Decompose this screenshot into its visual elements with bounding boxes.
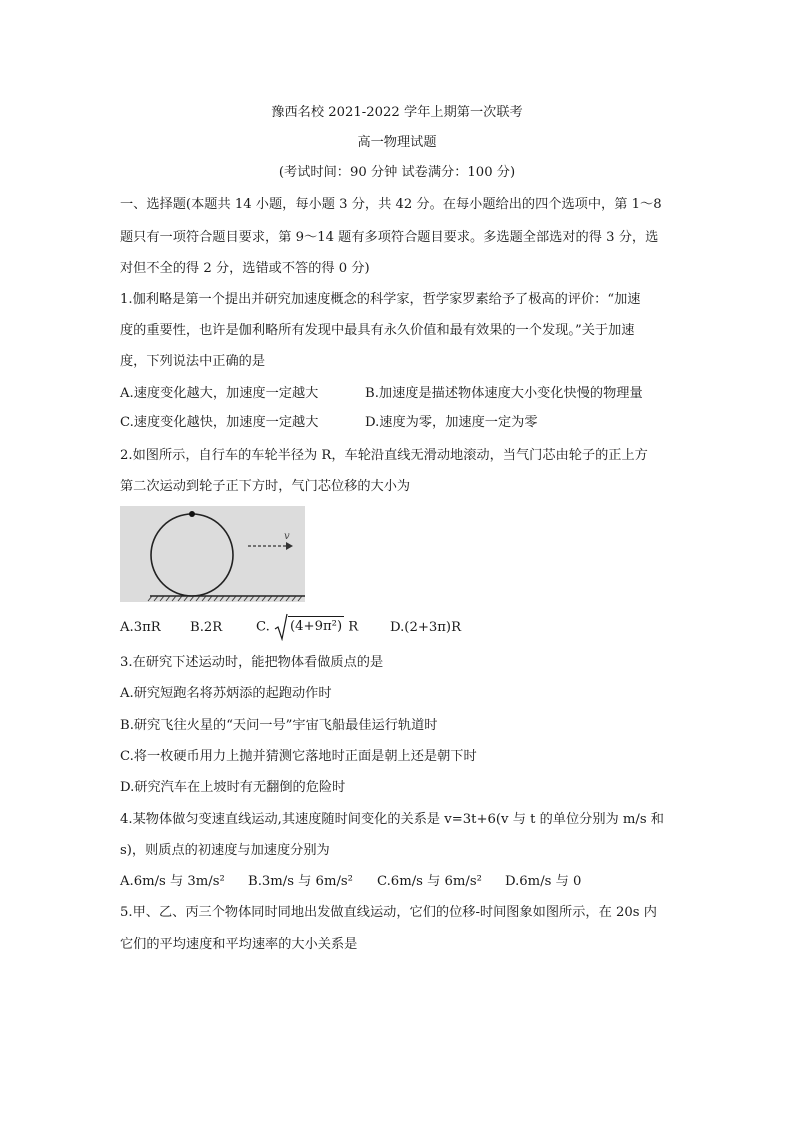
velocity-arrow-head [286,542,293,550]
exam-title: 豫西名校 2021-2022 学年上期第一次联考 [271,105,523,120]
q4-stem-line: 4.某物体做匀变速直线运动,其速度随时间变化的关系是 v=3t+6(v 与 t 的单位分别为 m/s 和 [120,812,664,827]
wheel-figure [120,506,305,602]
q1-option-c: C.速度变化越快，加速度一定越大 [120,415,319,430]
q4-option-a: A.6m/s 与 3m/s² [120,874,225,889]
q2-option-d: D.(2+3π)R [390,620,462,635]
velocity-label: v [284,531,290,542]
q4-option-c: C.6m/s 与 6m/s² [377,874,482,889]
q2-option-b: B.2R [190,620,223,635]
wheel-diagram [120,506,305,602]
q5-stem-line: 它们的平均速度和平均速率的大小关系是 [120,937,358,952]
q3-option-d: D.研究汽车在上坡时有无翻倒的危险时 [120,780,346,795]
q2-option-a: A.3πR [120,620,161,635]
q3-option-c: C.将一枚硬币用力上抛并猜测它落地时正面是朝上还是朝下时 [120,749,477,764]
q4-stem-line: s)，则质点的初速度与加速度分别为 [120,843,330,858]
q2-option-c-suffix: R [348,619,359,635]
section1-line: 题只有一项符合题目要求，第 9～14 题有多项符合题目要求。多选题全部选对的得 3 分，选 [120,230,659,245]
sqrt-radicand: (4+9π²) [288,616,344,634]
wheel-circle [151,514,233,596]
q2-option-c [256,612,358,643]
section1-line: 对但不全的得 2 分，选错或不答的得 0 分) [120,261,370,276]
q3-stem: 3.在研究下述运动时，能把物体看做质点的是 [120,655,384,670]
q1-option-b: B.加速度是描述物体速度大小变化快慢的物理量 [365,386,643,401]
q2-option-c-prefix: C. [256,619,270,635]
q1-option-a: A.速度变化越大，加速度一定越大 [120,386,319,401]
q4-option-d: D.6m/s 与 0 [505,874,582,889]
q1-option-d: D.速度为零，加速度一定为零 [365,415,538,430]
q5-stem-line: 5.甲、乙、丙三个物体同时同地出发做直线运动，它们的位移-时间图象如图所示，在 20s 内 [120,905,657,920]
q3-option-b: B.研究飞往火星的“天问一号”宇宙飞船最佳运行轨道时 [120,718,438,733]
q2-stem-line: 2.如图所示，自行车的车轮半径为 R，车轮沿直线无滑动地滚动，当气门芯由轮子的正上方 [120,448,648,463]
q1-stem-line: 度，下列说法中正确的是 [120,354,266,369]
q1-stem-line: 度的重要性，也许是伽利略所有发现中最具有永久价值和最有效果的一个发现。”关于加速 [120,323,635,338]
q4-option-b: B.3m/s 与 6m/s² [248,874,353,889]
q2-stem-line: 第二次运动到轮子正下方时，气门芯位移的大小为 [120,479,411,494]
exam-info: (考试时间：90 分钟 试卷满分：100 分) [278,165,516,180]
q3-option-a: A.研究短跑名将苏炳添的起跑动作时 [120,686,332,701]
paper-subtitle: 高一物理试题 [357,135,437,150]
section1-line: 一、选择题(本题共 14 小题，每小题 3 分，共 42 分。在每小题给出的四个选项中，第 1～8 [120,197,662,212]
valve-dot [189,511,195,517]
q1-stem-line: 1.伽利略是第一个提出并研究加速度概念的科学家，哲学家罗素给予了极高的评价：“加速 [120,292,641,307]
sqrt-radical-sign [274,613,288,641]
